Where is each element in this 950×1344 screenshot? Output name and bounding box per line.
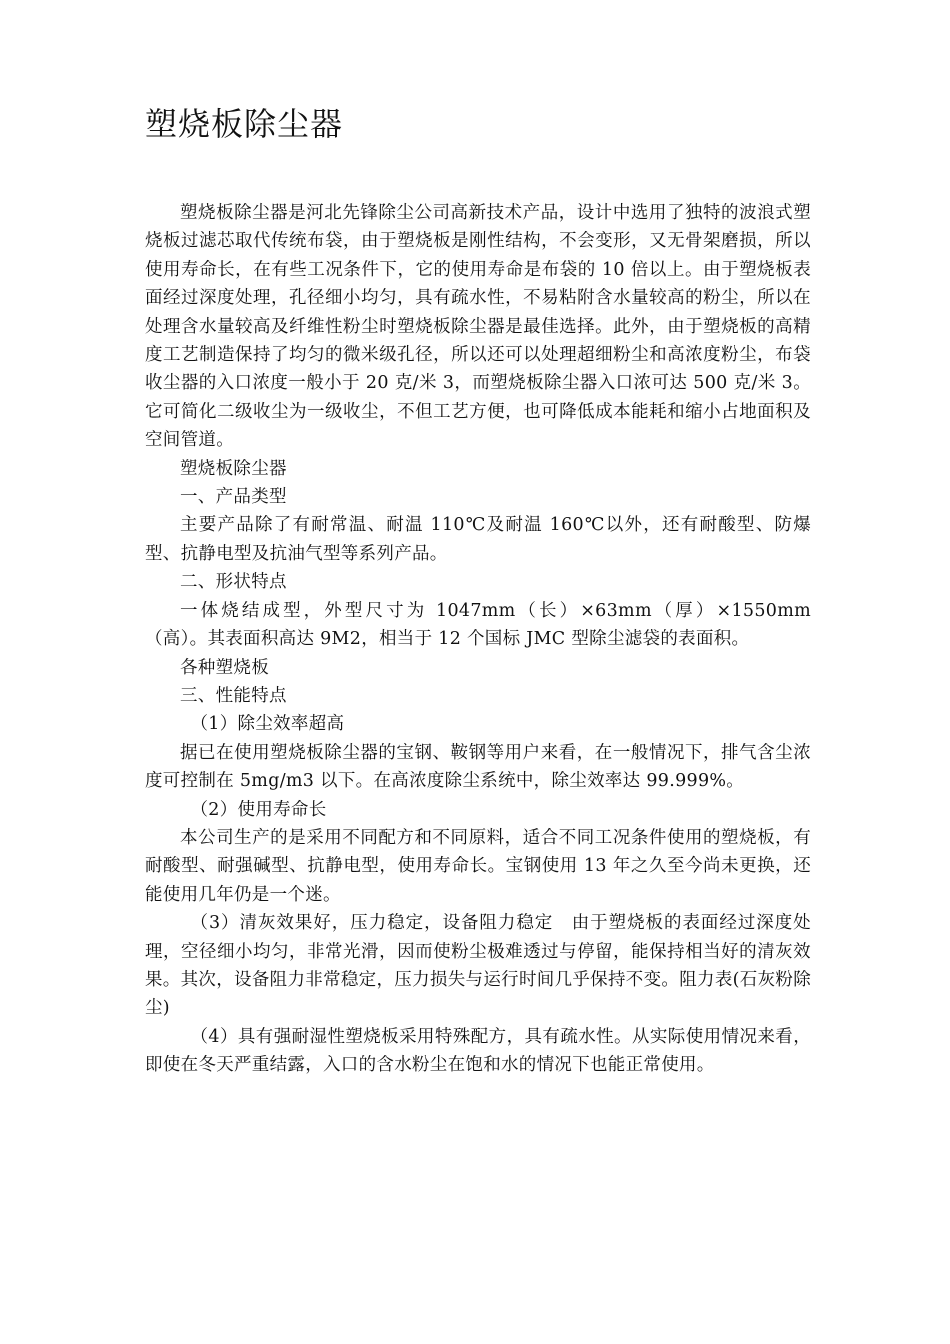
body-paragraph: （4）具有强耐湿性塑烧板采用特殊配方，具有疏水性。从实际使用情况来看，即使在冬天严重结露，入口的含水粉尘在饱和水的情况下也能正常使用。 xyxy=(145,1026,811,1076)
body-paragraph: 二、形状特点 xyxy=(180,572,287,593)
document-title: 塑烧板除尘器 xyxy=(145,105,344,143)
body-paragraph: （2）使用寿命长 xyxy=(190,799,327,820)
body-paragraph: 一体烧结成型，外型尺寸为 1047mm（长）×63mm（厚）×1550mm（高）。其表面积高达 9M2，相当于 12 个国标 JMC 型除尘滤袋的表面积。 xyxy=(145,600,811,650)
body-paragraph: （3）清灰效果好，压力稳定，设备阻力稳定 由于塑烧板的表面经过深度处理，空径细小均匀，非常光滑，因而使粉尘极难透过与停留，能保持相当好的清灰效果。其次，设备阻力非常稳定，压力损失与运行时间几乎保持不变。阻力表(石灰粉除尘) xyxy=(145,913,811,1019)
body-paragraph: 主要产品除了有耐常温、耐温 110℃及耐温 160℃以外，还有耐酸型、防爆型、抗静电型及抗油气型等系列产品。 xyxy=(145,515,811,564)
body-paragraph: 三、性能特点 xyxy=(180,685,287,706)
body-paragraph: 本公司生产的是采用不同配方和不同原料，适合不同工况条件使用的塑烧板，有耐酸型、耐强碱型、抗静电型，使用寿命长。宝钢使用 13 年之久至今尚未更换，还能使用几年仍是一个迷。 xyxy=(145,827,811,905)
document-body xyxy=(145,199,811,1080)
body-paragraph: 据已在使用塑烧板除尘器的宝钢、鞍钢等用户来看，在一般情况下，排气含尘浓度可控制在 5mg/m3 以下。在高浓度除尘系统中，除尘效率达 99.999%。 xyxy=(145,742,811,792)
body-paragraph: 塑烧板除尘器 xyxy=(180,458,287,479)
body-paragraph: 塑烧板除尘器是河北先锋除尘公司高新技术产品，设计中选用了独特的波浪式塑烧板过滤芯取代传统布袋，由于塑烧板是刚性结构，不会变形，又无骨架磨损，所以使用寿命长，在有些工况条件下，它的使用寿命是布袋的 10 倍以上。由于塑烧板表面经过深度处理，孔径细小均匀，具有疏水性，不易粘附含水量较高的粉尘，所以在处理含水量较高及纤维性粉尘时塑烧板除尘器是最佳选择。此外，由于塑烧板的高精度工艺制造保持了均匀的微米级孔径，所以还可以处理超细粉尘和高浓度粉尘，布袋收尘器的入口浓度一般小于 20 克/米 3，而塑烧板除尘器入口浓可达 500 克/米 3。它可简化二级收尘为一级收尘，不但工艺方便，也可降低成本能耗和缩小占地面积及空间管道。 xyxy=(145,203,811,451)
body-paragraph: （1）除尘效率超高 xyxy=(190,714,345,735)
body-paragraph: 一、产品类型 xyxy=(180,487,287,508)
body-paragraph: 各种塑烧板 xyxy=(180,657,269,678)
